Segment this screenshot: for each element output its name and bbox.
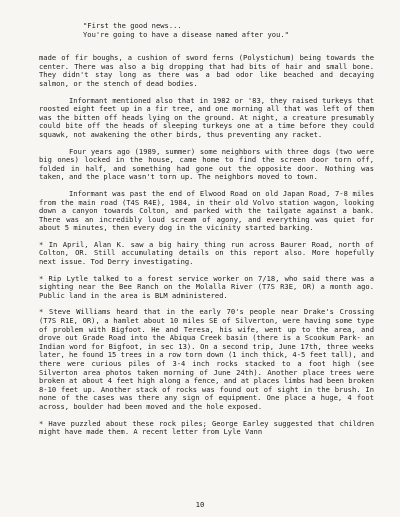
page-number: 10: [195, 500, 205, 510]
paragraph-japan-road: Informant was past the end of Elwood Road on old Japan Road, 7-8 miles from the main road (T4S R4E), 1984, in their old Volvo station wagon, looking down a canyon towards Colton, and parked with the tailgate against a bank. There was an incredibly loud scream of agony, and everything was quiet for about 5 minutes, then every dog in the vicinity started barking.: [39, 188, 374, 233]
paragraph-drakes-crossing: * Steve Williams heard that in the early 70's people near Drake's Crossing (T7S R1E, OR), a hamlet about 10 miles SE of Silverton, were having some type of problem with Bigfoot. He and Teresa, his wife, went up to the area, and drove out Grade Road into the Abiqua Creek basin (there is a Scookum Park- an Indian word for Bigfoot, in sec 13). On a second trip, June 17th, three weeks later, he found 15 trees in a row torn down (1 inch thick, 4-5 feet tall), and there were curious piles of 3-4 inch rocks stacked to a foot high (see Silverton area photos taken morning of June 24th). Another place trees were broken at about 4 feet high along a fence, and at places limbs had been broken 8-10 feet up. Another stack of rocks was found out of sight in the brush. In none of the cases was there any sign of equipment. One place a huge, 4 foot across, boulder had been moved and the hole exposed.: [39, 307, 374, 411]
paragraph-turkeys: Informant mentioned also that in 1982 or '83, they raised turkeys that roosted eight feet up in a fir tree, and one morning all that was left of them was the bitten off heads lying on the ground. At night, a creature presumably could bite off the heads of sleeping turkeys one at a time before they could squawk, not awakening the other birds, thus preventing any racket.: [39, 95, 374, 139]
quote-line-1: "First the good news...: [83, 21, 182, 30]
paragraph-fir-boughs: made of fir boughs, a cushion of sword ferns (Polystichum) being towards the center. There was also a big dropping that had bits of hair and small bone. They didn't stay long as there was a bad odor like beached and decaying salmon, or the stench of dead bodies.: [39, 53, 374, 88]
epigraph-quote: [83, 22, 374, 39]
quote-line-2: You're going to have a disease named after you.": [83, 29, 289, 39]
paragraph-molalla-river: * Rip Lytle talked to a forest service worker on 7/18, who said there was a sighting near the Bee Ranch on the Molalla River (T7S R3E, OR) a month ago. Public land in the area is BLM administered.: [39, 273, 374, 300]
paragraph-rock-piles: * Have puzzled about these rock piles; George Earley suggested that children might have made them. A recent letter from Lyle Vann: [39, 418, 374, 437]
paragraph-baurer-road: * In April, Alan K. saw a big hairy thing run across Baurer Road, north of Colton, OR. Still accumulating details on this report also. More hopefully next issue. Tod Derry investigating.: [39, 239, 374, 267]
paragraph-screen-door: Four years ago (1989, summer) some neighbors with three dogs (two were big ones) locked in the house, came home to find the screen door torn off, folded in half, and something had gone out the opposite door. Nothing was taken, and the place wasn't torn up. The neighbors moved to town.: [39, 146, 374, 182]
